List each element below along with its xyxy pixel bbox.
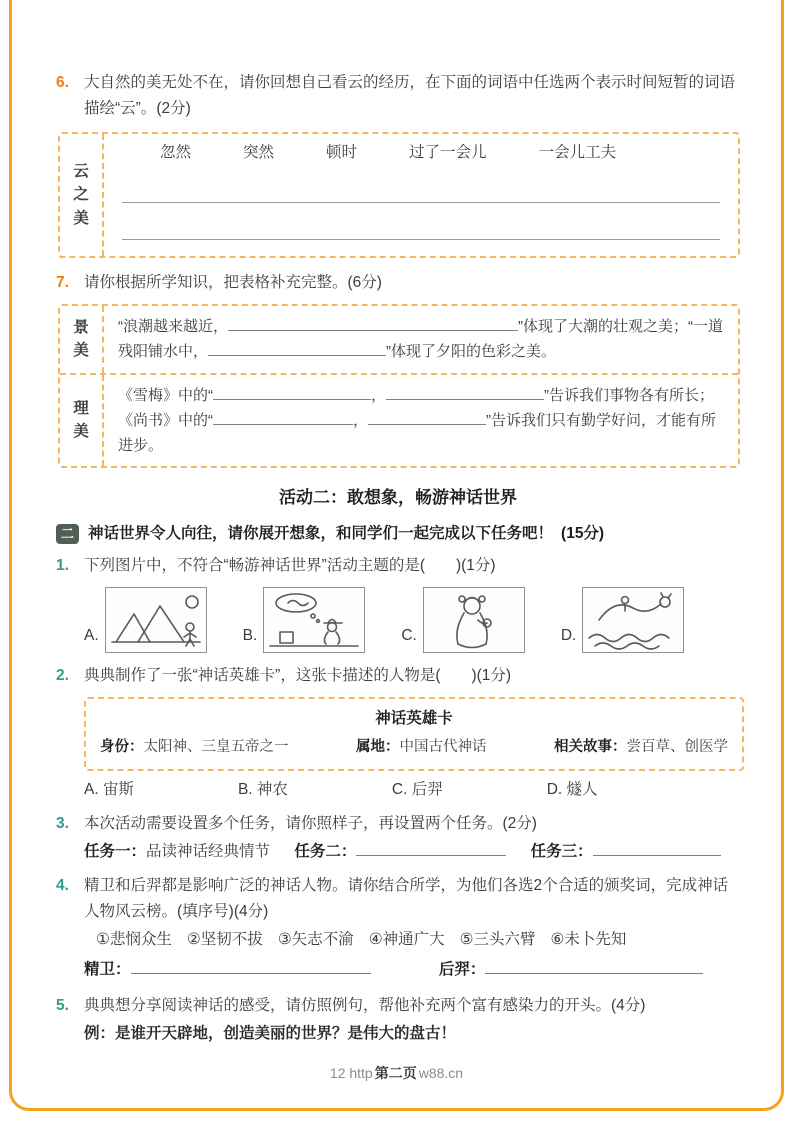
task-3-label: 任务三： (530, 843, 593, 861)
m4-award-words (96, 927, 740, 953)
fill-blank (386, 384, 544, 400)
choice-c: C. 后羿 (391, 781, 443, 799)
task-1-value: 品读神话经典情节 (146, 843, 271, 861)
question-m5-number: 5. (56, 997, 69, 1015)
award-word: ②坚韧不拔 (186, 931, 263, 949)
fill-blank (228, 315, 518, 331)
question-m5 (56, 993, 740, 1019)
footer-watermark-left: 12 http (329, 1065, 373, 1082)
daydreaming-person-illustration (266, 590, 362, 650)
q7-row1-side-cell (60, 306, 104, 372)
question-m3 (56, 811, 740, 837)
choice-a: A. 宙斯 (84, 781, 134, 799)
question-6 (56, 70, 740, 122)
q7-row2-side-cell (60, 375, 104, 467)
m5-example-sentence: 例：是谁开天辟地，创造美丽的世界？是伟大的盘古！ (84, 1025, 457, 1043)
q7-row2-text: ”告诉我们事物各有所长；《尚书》中的“ (118, 386, 715, 429)
question-m1-number: 1. (56, 556, 69, 574)
cloud-writing-table (58, 132, 740, 258)
question-m2 (56, 663, 740, 689)
hero-card-title: 神话英雄卡 (375, 709, 453, 727)
option-b-image (263, 587, 365, 653)
question-m4-text: 精卫和后羿都是影响广泛的神话人物。请你结合所学，为他们各选2个合适的颁奖词，完成神话人物风云榜。(填序号)(4分) (84, 877, 729, 921)
question-m2-number: 2. (56, 666, 69, 684)
option-b-label: B. (242, 626, 258, 644)
option-d (561, 587, 685, 653)
question-7 (56, 270, 740, 296)
hero-card-field-identity (100, 735, 289, 759)
q7-row2-text: ， (371, 386, 387, 404)
fill-blank (213, 384, 371, 400)
fill-blank (593, 840, 721, 857)
option-d-image (582, 587, 684, 653)
option-c-image (423, 587, 525, 653)
word-bank (122, 140, 720, 166)
word-option: 过了一会儿 (409, 144, 487, 162)
hero-card-field-stories (554, 735, 728, 759)
q7-table (58, 304, 740, 468)
field-value: 太阳神、三皇五帝之一 (143, 738, 289, 755)
word-option: 一会儿工夫 (538, 144, 617, 162)
fill-blank (131, 958, 371, 975)
dragon-rider-waves-illustration (585, 590, 681, 650)
q7-row-reason (60, 373, 738, 467)
task-2-label: 任务二： (294, 843, 357, 861)
award-word: ⑥未卜先知 (550, 931, 627, 949)
option-c-label: C. (401, 626, 417, 644)
choice-d: D. 燧人 (546, 781, 598, 799)
field-label: 身份： (100, 738, 144, 755)
writing-line (122, 203, 720, 240)
hero-card (84, 697, 744, 771)
m2-choices (84, 777, 740, 803)
fill-blank (356, 840, 506, 857)
hero-card-fields (86, 732, 742, 769)
q7-row1-text: “浪潮越来越近， (118, 318, 228, 336)
option-a-label: A. (84, 626, 99, 644)
writing-line (122, 166, 720, 203)
question-m5-text: 典典想分享阅读神话的感受，请仿照例句，帮他补充两个富有感染力的开头。(4分) (84, 997, 646, 1015)
option-c (401, 587, 525, 653)
award-word: ④神通广大 (368, 931, 445, 949)
option-a (84, 587, 207, 653)
exam-page-content (56, 70, 740, 1047)
field-label: 属地： (356, 738, 400, 755)
q7-row2-label: 理美 (73, 400, 89, 441)
cloud-table-main (104, 134, 738, 256)
award-word: ⑤三头六臂 (459, 931, 536, 949)
field-label: 相关故事： (554, 738, 627, 755)
q7-row1-content (104, 306, 738, 372)
word-option: 忽然 (160, 144, 192, 162)
award-word: ①悲悯众生 (96, 931, 172, 949)
cloud-table-label: 云之美 (73, 163, 89, 227)
m3-tasks (84, 839, 740, 865)
houyi-label: 后羿： (438, 961, 486, 979)
question-m3-number: 3. (56, 815, 69, 833)
field-value: 中国古代神话 (399, 738, 487, 755)
section-2-score: (15分) (561, 524, 605, 542)
question-7-text: 请你根据所学知识，把表格补充完整。(6分) (84, 274, 382, 292)
mountain-hiker-illustration (108, 590, 204, 650)
activity-2-title: 活动二：敢想象，畅游神话世界 (279, 488, 517, 508)
fill-blank (485, 958, 703, 975)
question-m3-text: 本次活动需要设置多个任务，请你照样子，再设置两个任务。(2分) (84, 815, 537, 833)
page-footer (0, 1062, 793, 1086)
q7-row2-text: ， (353, 411, 369, 429)
option-d-label: D. (560, 626, 577, 644)
q7-row1-text: ”体现了大潮的壮观之美；“一道残阳铺水中， (118, 318, 723, 361)
field-value: 尝百草、创医学 (626, 738, 728, 755)
m4-fill-line (84, 957, 740, 983)
q7-row1-label: 景美 (73, 319, 89, 360)
question-7-number: 7. (56, 274, 69, 292)
section-2-text: 神话世界令人向往，请你展开想象，和同学们一起完成以下任务吧！ (88, 524, 554, 542)
question-m1-text: 下列图片中，不符合“畅游神话世界”活动主题的是( )(1分) (84, 556, 496, 574)
option-b (243, 587, 366, 653)
jingwei-label: 精卫： (84, 961, 131, 979)
award-word: ③矢志不渝 (277, 931, 354, 949)
q7-row2-content (104, 375, 738, 467)
word-option: 顿时 (326, 144, 358, 162)
hero-card-field-origin (356, 735, 487, 759)
question-6-text: 大自然的美无处不在，请你回想自己看云的经历，在下面的词语中任选两个表示时间短暂的词语描绘“云”。(2分) (84, 74, 736, 118)
q7-row1-text: ”体现了夕阳的色彩之美。 (386, 343, 557, 361)
section-2-header (56, 521, 740, 547)
question-6-number: 6. (56, 74, 69, 91)
q7-row2-text: 《雪梅》中的“ (118, 386, 213, 404)
q7-row2-text: ”告诉我们只有勤学好问，才能有所进步。 (118, 411, 717, 454)
task-1-label: 任务一： (84, 843, 147, 861)
footer-watermark-right: w88.cn (418, 1065, 464, 1082)
page-number: 第二页 (374, 1065, 417, 1082)
fill-blank (213, 409, 353, 425)
option-a-image (105, 587, 207, 653)
cloud-table-side-cell (60, 134, 104, 256)
q7-row-scenery (60, 306, 738, 372)
question-m2-text: 典典制作了一张“神话英雄卡”，这张卡描述的人物是( )(1分) (84, 666, 512, 684)
choice-b: B. 神农 (237, 781, 288, 799)
section-2-badge: 二 (56, 524, 79, 544)
fill-blank (208, 340, 386, 356)
fill-blank (368, 409, 486, 425)
word-option: 突然 (243, 144, 275, 162)
question-m1 (56, 553, 740, 579)
question-m4 (56, 873, 740, 925)
question-m4-number: 4. (56, 877, 69, 895)
goddess-with-child-illustration (426, 590, 522, 650)
m1-image-options (84, 587, 740, 653)
